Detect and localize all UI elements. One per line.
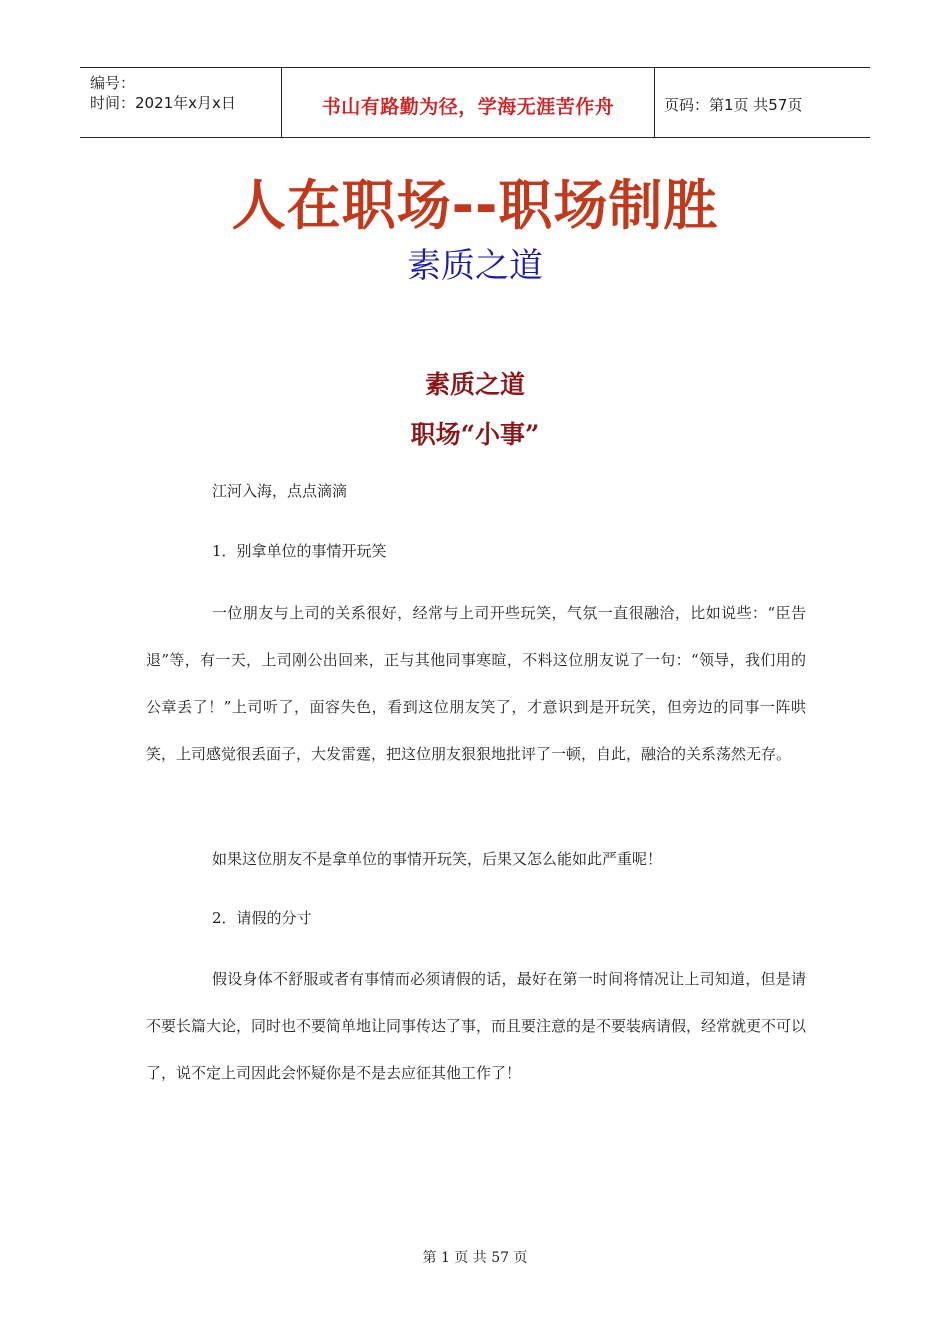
header-page-cell bbox=[655, 68, 870, 137]
header-motto-cell bbox=[282, 68, 655, 137]
header-table bbox=[80, 67, 870, 138]
document-subtitle: 素质之道 bbox=[407, 246, 543, 286]
paragraph-intro: 江河入海，点点滴滴 bbox=[212, 482, 348, 500]
document-date-label: 时间：2021年x月x日 bbox=[90, 94, 236, 112]
paragraph-body-2: 如果这位朋友不是拿单位的事情开玩笑，后果又怎么能如此严重呢！ bbox=[212, 850, 663, 868]
section-title: 素质之道 bbox=[424, 370, 525, 399]
section-subtitle: 职场“小事” bbox=[410, 420, 540, 449]
paragraph-heading-2: 2．请假的分寸 bbox=[212, 909, 312, 927]
header-motto: 书山有路勤为径，学海无涯苦作舟 bbox=[321, 96, 615, 118]
paragraph-body-3: 假设身体不舒服或者有事情而必须请假的话，最好在第一时间将情况让上司知道，但是请不要长篇大论，同时也不要简单地让同事传达了事，而且要注意的是不要装病请假，经常就更不可以了，说不定上司因此会怀疑你是不是去应征其他工作了！ bbox=[146, 970, 807, 1082]
header-meta-cell bbox=[80, 68, 282, 137]
page-footer: 第 1 页 共 57 页 bbox=[422, 1250, 528, 1266]
document-number-label: 编号： bbox=[90, 74, 136, 92]
document-title: 人在职场--职场制胜 bbox=[231, 174, 719, 237]
paragraph-heading-1: 1．别拿单位的事情开玩笑 bbox=[212, 542, 387, 560]
paragraph-body-1: 一位朋友与上司的关系很好，经常与上司开些玩笑，气氛一直很融洽，比如说些：“臣告退”等，有一天，上司刚公出回来，正与其他同事寒暄，不料这位朋友说了一句：“领导，我们用的公章丢了！”上司听了，面容失色，看到这位朋友笑了，才意识到是开玩笑，但旁边的同事一阵哄笑，上司感觉很丢面子，大发雷霆，把这位朋友狠狠地批评了一顿，自此，融洽的关系荡然无存。 bbox=[146, 604, 806, 763]
header-page-info: 页码：第1页 共57页 bbox=[664, 96, 803, 114]
